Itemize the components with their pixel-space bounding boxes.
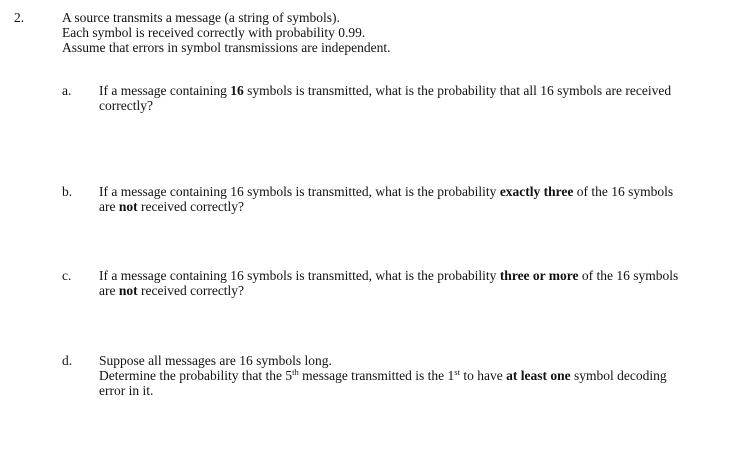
part-d-text-4: symbol decoding error in it.: [99, 368, 667, 398]
part-d-question: [99, 353, 689, 398]
part-d-bold-1: at least one: [506, 368, 571, 383]
part-b-bold-2: not: [118, 199, 138, 214]
part-d-text-3: to have: [459, 368, 507, 383]
part-b-text-3: received correctly?: [137, 199, 245, 214]
part-b-text-2: of the 16 symbols are: [99, 184, 674, 214]
part-d-text-2: message transmitted is the 1: [298, 368, 455, 383]
part-b-question: [99, 184, 689, 214]
part-d-line-2: [99, 368, 689, 398]
part-c-label: c.: [62, 268, 72, 283]
part-c-text-3: received correctly?: [137, 283, 245, 298]
part-d-label: d.: [62, 353, 73, 368]
intro-line-2: Each symbol is received correctly with probability 0.99.: [62, 25, 366, 40]
part-b-label: b.: [62, 184, 73, 199]
part-c-text-2: of the 16 symbols are: [99, 268, 679, 298]
part-d-sup-2: st: [454, 367, 460, 377]
part-a-text-2: symbols is transmitted, what is the probability that all 16 symbols are received correctly?: [99, 83, 672, 113]
part-b-bold-1: exactly three: [499, 184, 574, 199]
part-a-text-1: If a message containing: [99, 83, 231, 98]
part-c-question: [99, 268, 689, 298]
part-c-bold-2: not: [118, 283, 138, 298]
part-a-question: [99, 83, 689, 113]
part-c-text-1: If a message containing 16 symbols is transmitted, what is the probability: [99, 268, 500, 283]
part-d-text-1: Determine the probability that the 5: [99, 368, 293, 383]
part-d-line-1: Suppose all messages are 16 symbols long.: [99, 353, 332, 368]
intro-line-1: A source transmits a message (a string of symbols).: [62, 10, 340, 25]
problem-intro: [62, 10, 722, 55]
intro-line-3: Assume that errors in symbol transmissions are independent.: [62, 40, 391, 55]
part-d-sup-1: th: [292, 367, 299, 377]
part-a-bold-1: 16: [230, 83, 244, 98]
part-b-text-1: If a message containing 16 symbols is transmitted, what is the probability: [99, 184, 500, 199]
part-a-label: a.: [62, 83, 72, 98]
problem-number: 2.: [14, 10, 25, 25]
part-c-bold-1: three or more: [499, 268, 579, 283]
